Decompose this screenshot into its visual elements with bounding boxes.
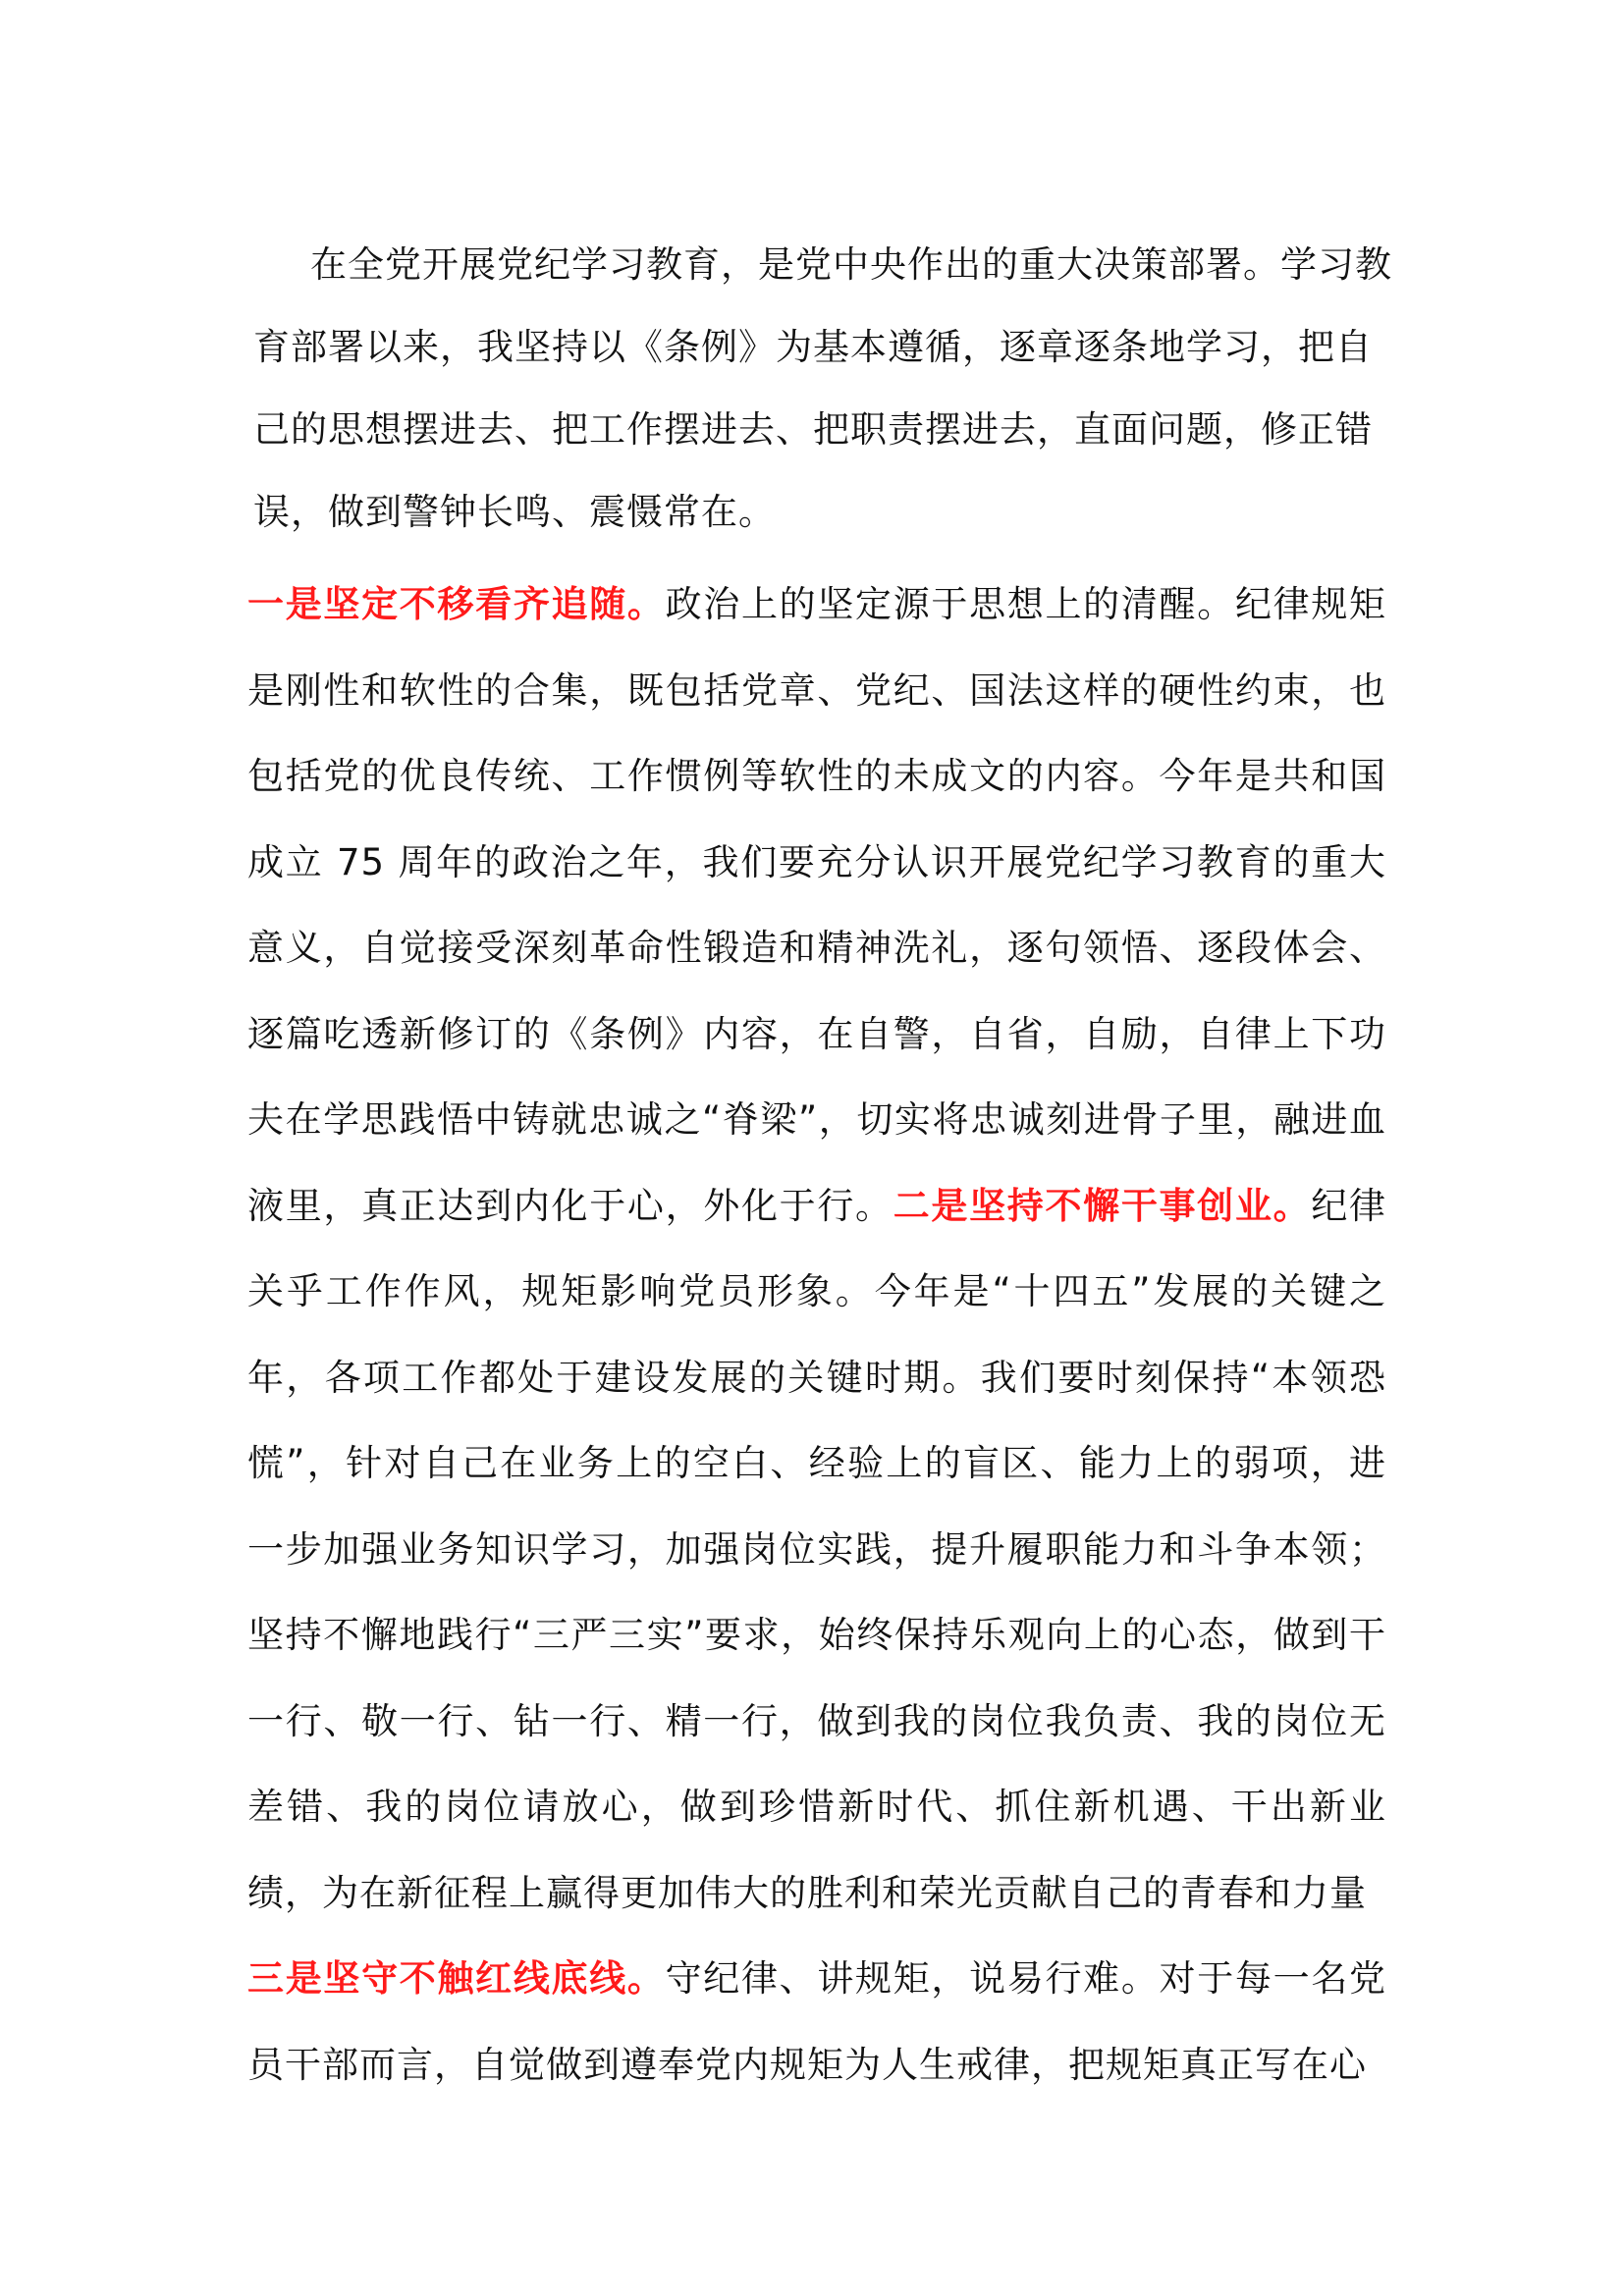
point-2-heading: 二是坚持不懈干事创业。 — [893, 1184, 1312, 1227]
intro-paragraph — [253, 224, 1392, 554]
intro-text: 在全党开展党纪学习教育，是党中央作出的重大决策部署。学习教育部署以来，我坚持以《条例》为基本遵循，逐章逐条地学习，把自己的思想摆进去、把工作摆进去、把职责摆进去，直面问题，修正错误，做到警钟长鸣、震慑常在。 — [253, 243, 1392, 533]
point-2-text: 纪律关乎工作作风，规矩影响党员形象。今年是“十四五”发展的关键之年，各项工作都处于建设发展的关键时期。我们要时刻保持“本领恐慌”，针对自己在业务上的空白、经验上的盲区、能力上的弱项，进一步加强业务知识学习，加强岗位实践，提升履职能力和斗争本领；坚持不懈地践行“三严三实”要求，始终保持乐观向上的心态，做到干一行、敬一行、钻一行、精一行，做到我的岗位我负责、我的岗位无差错、我的岗位请放心，做到珍惜新时代、抓住新机遇、干出新业绩，为在新征程上赢得更加伟大的胜利和荣光贡献自己的青春和力量 — [247, 1184, 1387, 1914]
point-3-text: 守纪律、讲规矩，说易行难。对于每一名党员干部而言，自觉做到遵奉党内规矩为人生戒律，把规矩真正写在心 — [247, 1957, 1387, 2086]
point-3-heading: 三是坚守不触红线底线。 — [247, 1957, 666, 2000]
point-1-heading: 一是坚定不移看齐追随。 — [247, 583, 666, 625]
point-1-text: 政治上的坚定源于思想上的清醒。纪律规矩是刚性和软性的合集，既包括党章、党纪、国法这样的硬性约束，也包括党的优良传统、工作惯例等软性的未成文的内容。今年是共和国成立 75 周年的政治之年，我们要充分认识开展党纪学习教育的重大意义，自觉接受深刻革命性锻造和精神洗礼，逐句领悟、逐段体会、逐篇吃透新修订的《条例》内容，在自警，自省，自励，自律上下功夫在学思践悟中铸就忠诚之“脊梁”，切实将忠诚刻进骨子里，融进血液里，真正达到内化于心，外化于行。 — [247, 583, 1387, 1227]
points-paragraph — [247, 561, 1386, 2108]
